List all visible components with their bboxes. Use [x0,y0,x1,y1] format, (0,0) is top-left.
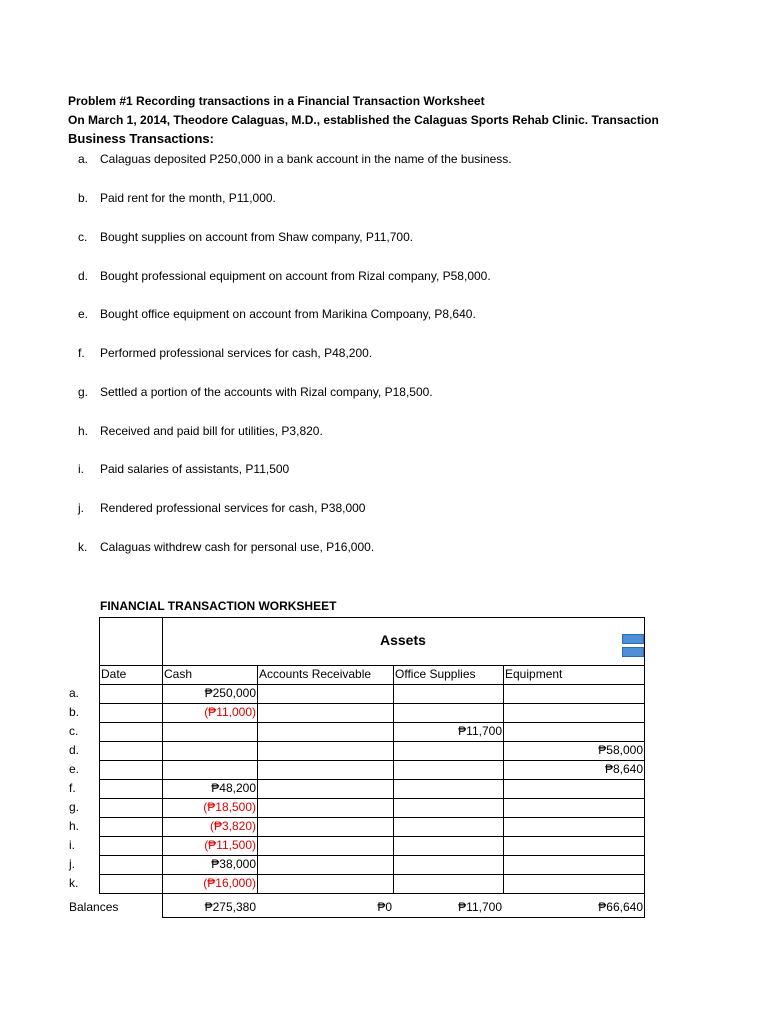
row-label: b. [69,705,80,719]
balance-cash: ₱275,380 [204,900,256,914]
item-text: Calaguas deposited P250,000 in a bank account in the name of the business. [100,152,512,166]
item-letter: g. [78,385,89,399]
section-title: Business Transactions: [68,131,214,146]
cell-cash: (₱11,500) [204,838,256,852]
balance-accounts-receivable: ₱0 [377,900,392,914]
item-text: Received and paid bill for utilities, P3,820. [100,424,323,438]
item-text: Bought supplies on account from Shaw company, P11,700. [100,230,414,244]
problem-title: Problem #1 Recording transactions in a Financial Transaction Worksheet [68,94,485,108]
item-letter: e. [78,307,89,321]
scroll-tab [622,647,644,657]
item-text: Calaguas withdrew cash for personal use, P16,000. [100,540,375,554]
balance-office-supplies: ₱11,700 [458,900,502,914]
item-text: Settled a portion of the accounts with Rizal company, P18,500. [100,385,433,399]
cell-cash: (₱18,500) [203,800,256,814]
row-label: e. [69,762,80,776]
row-label: j. [69,857,75,871]
cell-equipment: ₱8,640 [604,762,643,776]
grid-line [503,665,504,894]
item-text: Rendered professional services for cash, P38,000 [100,501,366,515]
item-text: Bought office equipment on account from Marikina Compoany, P8,640. [100,307,476,321]
row-label: i. [69,838,75,852]
item-text: Performed professional services for cash, P48,200. [100,346,373,360]
item-text: Paid salaries of assistants, P11,500 [100,462,290,476]
cell-cash: (₱3,820) [209,819,256,833]
item-letter: k. [78,540,88,554]
item-letter: h. [78,424,89,438]
item-letter: j. [78,501,84,515]
scroll-tab [622,634,644,644]
intro-text: On March 1, 2014, Theodore Calaguas, M.D., established the Calaguas Sports Rehab Clinic. Transaction [68,113,659,127]
column-header-date: Date [101,667,127,681]
row-label: a. [69,686,80,700]
row-label: f. [69,781,76,795]
row-label: h. [69,819,80,833]
item-text: Bought professional equipment on account from Rizal company, P58,000. [100,269,491,283]
item-letter: c. [78,230,88,244]
cell-cash: ₱48,200 [211,781,256,795]
item-text: Paid rent for the month, P11,000. [100,191,276,205]
grid-line [644,617,645,917]
cell-cash: ₱250,000 [204,686,256,700]
column-header-office-supplies: Office Supplies [395,667,476,681]
balances-label: Balances [69,900,119,914]
balance-equipment: ₱66,640 [598,900,643,914]
grid-line [99,617,100,894]
cell-equipment: ₱58,000 [598,743,643,757]
grid-line [99,893,645,894]
row-label: k. [69,876,79,890]
worksheet-title: FINANCIAL TRANSACTION WORKSHEET [100,599,337,613]
grid-line [393,665,394,894]
cell-cash: (₱16,000) [203,876,256,890]
column-header-accounts-receivable: Accounts Receivable [259,667,372,681]
grid-line [257,665,258,894]
assets-header: Assets [380,632,426,648]
grid-line [99,617,645,618]
row-label: g. [69,800,80,814]
item-letter: b. [78,191,89,205]
cell-cash: ₱38,000 [211,857,256,871]
item-letter: d. [78,269,89,283]
column-header-cash: Cash [164,667,193,681]
item-letter: f. [78,346,85,360]
cell-office-supplies: ₱11,700 [458,724,502,738]
item-letter: i. [78,462,84,476]
item-letter: a. [78,152,89,166]
row-label: c. [69,724,79,738]
grid-line [162,917,645,918]
grid-line [99,722,645,723]
cell-cash: (₱11,000) [204,705,256,719]
column-header-equipment: Equipment [505,667,563,681]
row-label: d. [69,743,80,757]
